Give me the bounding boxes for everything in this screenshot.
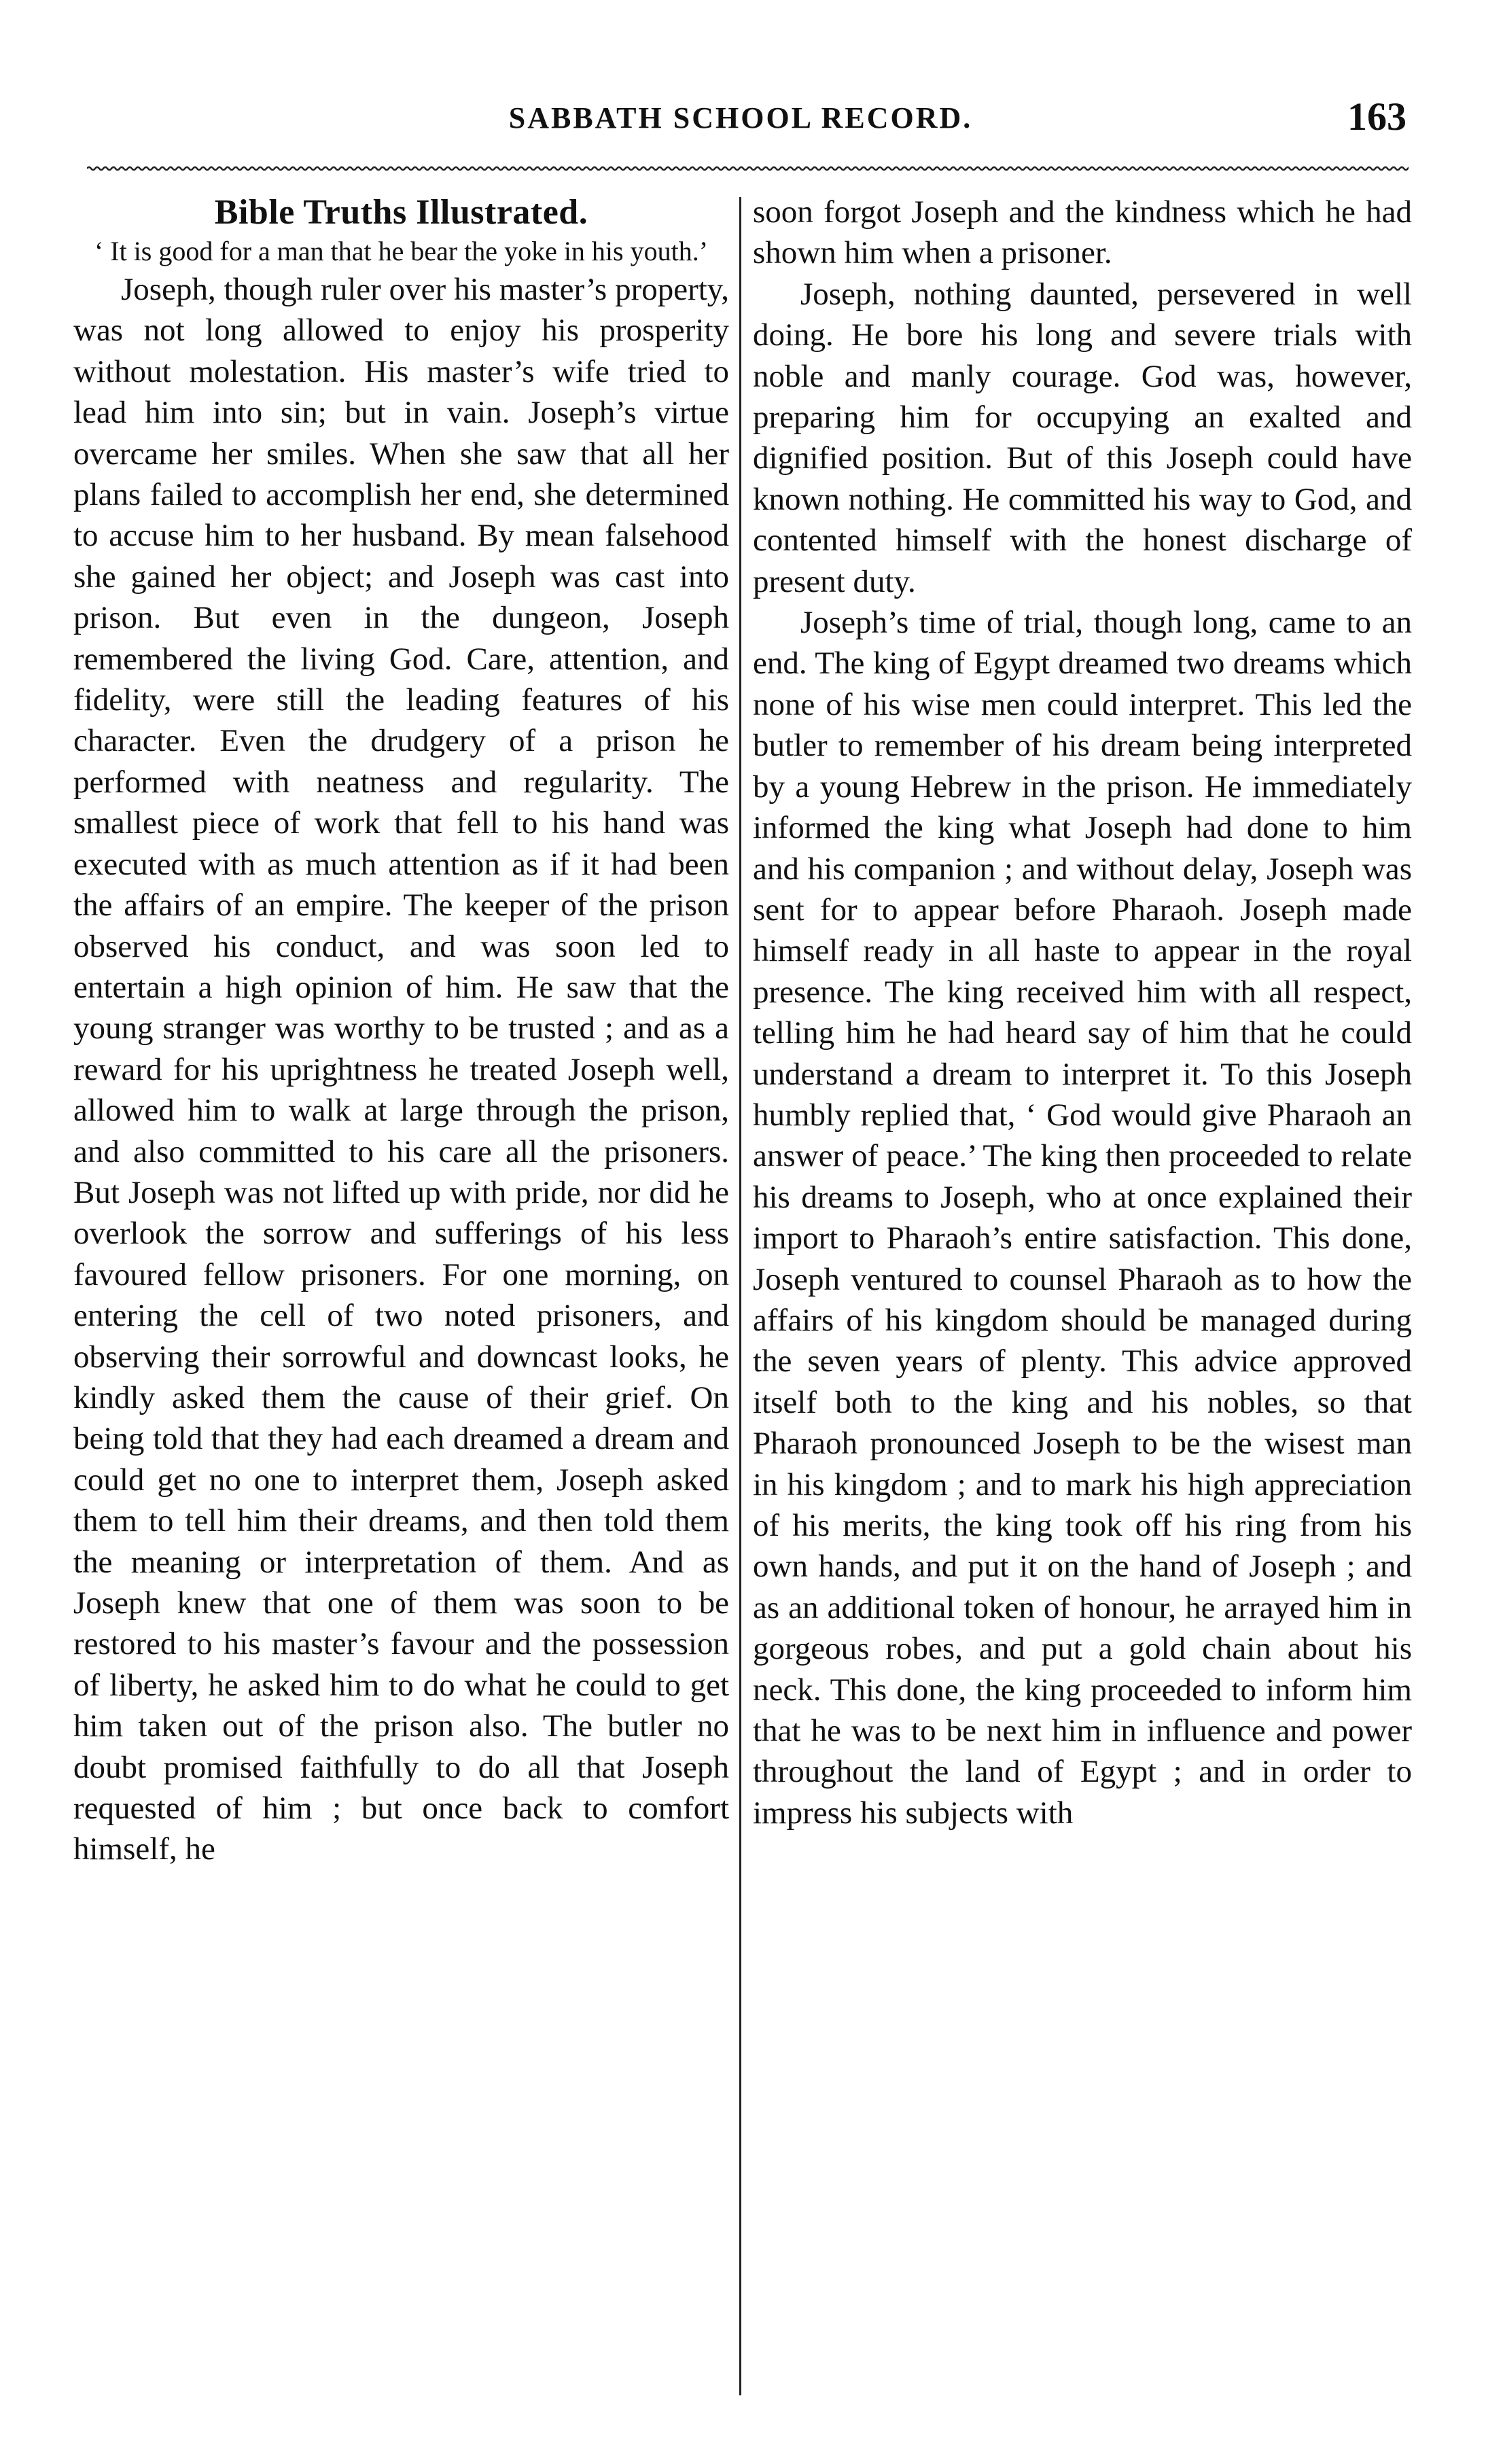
right-paragraph-2: Joseph, nothing daunted, persevered in well doing. He bore his long and severe trials with noble and manly courage. God was, however, preparing him for occupying an exalted and dignified position. But of this Joseph could have known nothing. He committed his way to God, and contented himself with the honest discharge of present duty. bbox=[753, 276, 1412, 599]
epigraph: ‘ It is good for a man that he bear the yoke in his youth.’ bbox=[94, 236, 709, 266]
wavy-header-rule bbox=[87, 165, 1409, 172]
left-paragraph-1: Joseph, though ruler over his master’s property, was not long allowed to enjoy his prosperity without molestation. His master’s wife tried to lead him into sin; but in vain. Joseph’s virtue overcame her smiles. When she saw that all her plans failed to accomplish her end, she determined to accuse him to her husband. By mean falsehood she gained her object; and Joseph was cast into prison. But even in the dungeon, Joseph remembered the living God. Care, attention, and fidelity, were still the leading features of his character. Even the drudgery of a prison he performed with neatness and regularity. The smallest piece of work that fell to his hand was executed with as much attention as if it had been the affairs of an empire. The keeper of the prison observed his conduct, and was soon led to entertain a high opinion of him. He saw that the young stranger was worthy to be trusted ; and as a reward for his uprightness he treated Joseph well, allowed him to walk at large through the prison, and also committed to his care all the prisoners. But Joseph was not lifted up with pride, nor did he overlook the sorrow and sufferings of his less favoured fellow prisoners. For one morning, on entering the cell of two noted prisoners, and observing their sorrowful and downcast looks, he kindly asked them the cause of their grief. On being told that they had each dreamed a dream and could get no one to interpret them, Joseph asked them to tell him their dreams, and then told them the meaning or interpretation of them. And as Joseph knew that one of them was soon to be restored to his master’s favour and the possession of liberty, he asked him to do what he could to get him taken out of the prison also. The butler no doubt promised faithfully to do all that Joseph requested of him ; but once back to comfort himself, he bbox=[73, 272, 729, 1867]
page-header bbox=[75, 94, 1407, 162]
left-column bbox=[73, 192, 729, 1870]
right-paragraph-3: Joseph’s time of trial, though long, came to an end. The king of Egypt dreamed two dreams which none of his wise men could interpret. This led the butler to remember of his dream being interpreted by a young Hebrew in the prison. He immediately informed the king what Joseph had done to him and his companion ; and without delay, Joseph was sent for to appear before Pharaoh. Joseph made himself ready in all haste to appear in the royal presence. The king received him with all respect, telling him he had heard say of him that he could understand a dream to interpret it. To this Joseph humbly replied that, ‘ God would give Pharaoh an answer of peace.’ The king then proceeded to relate his dreams to Joseph, who at once explained their import to Pharaoh’s entire satisfaction. This done, Joseph ventured to counsel Pharaoh as to how the affairs of his kingdom should be managed during the seven years of plenty. This advice approved itself both to the king and his nobles, so that Pharaoh pronounced Joseph to be the wisest man in his kingdom ; and to mark his high appreciation of his merits, the king took off his ring from his own hands, and put it on the hand of Joseph ; and as an additional token of honour, he arrayed him in gorgeous robes, and put a gold chain about his neck. This done, the king proceeded to inform him that he was to be next him in influence and power throughout the land of Egypt ; and in order to impress his subjects with bbox=[753, 605, 1412, 1831]
right-paragraph-1: soon forgot Joseph and the kindness which he had shown him when a prisoner. bbox=[753, 194, 1412, 271]
running-title: SABBATH SCHOOL RECORD. bbox=[508, 101, 973, 135]
right-column bbox=[753, 192, 1412, 1833]
column-divider bbox=[739, 197, 741, 2395]
article-title: Bible Truths Illustrated. bbox=[214, 193, 588, 232]
page-number: 163 bbox=[1347, 94, 1407, 139]
